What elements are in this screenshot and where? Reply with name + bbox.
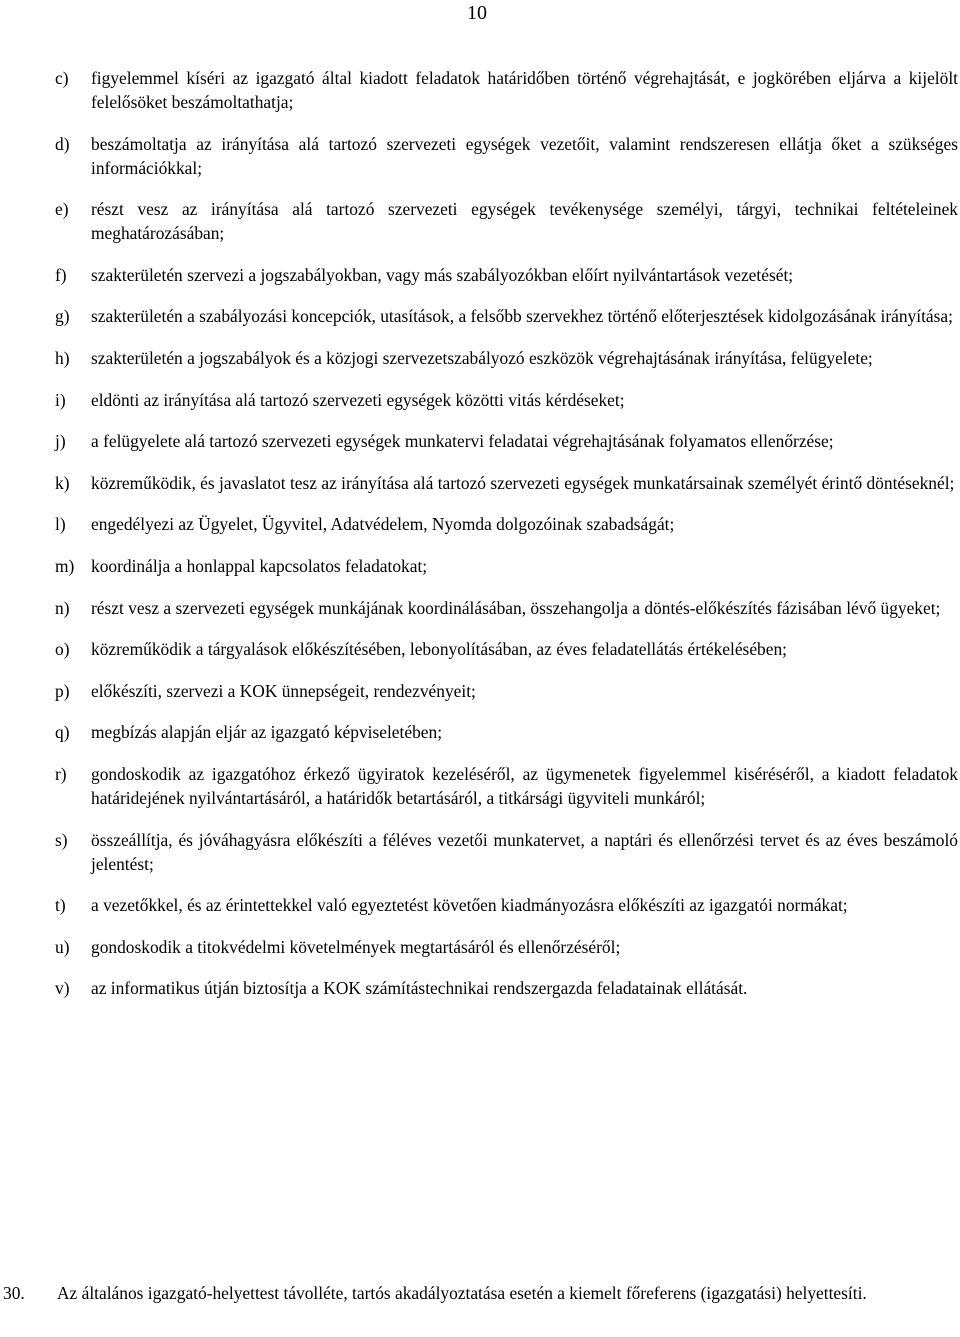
list-marker: g): [55, 306, 70, 327]
section-number: 30.: [3, 1283, 25, 1303]
list-marker: p): [55, 680, 70, 701]
list-item-text: szakterületén a jogszabályok és a közjogi szervezetszabályozó eszközök végrehajtásának irányítása, felügyelete;: [91, 347, 873, 368]
list-item-text: figyelemmel kíséri az igazgató által kiadott feladatok határidőben történő végrehajtását, e jogkörében eljárva a kijelölt felelősöket beszámoltathatja;: [91, 68, 958, 112]
list-item: [55, 762, 958, 810]
list-item-text: megbízás alapján eljár az igazgató képviseletében;: [91, 722, 443, 743]
list-marker: q): [55, 722, 70, 743]
list-item-text: az informatikus útján biztosítja a KOK számítástechnikai rendszergazda feladatainak ellátását.: [91, 978, 748, 999]
list-item: [55, 304, 958, 328]
page-number: 10: [467, 2, 487, 24]
list-marker: o): [55, 639, 70, 660]
list-item: [55, 197, 958, 245]
list-item: [55, 132, 958, 180]
list-item-text: engedélyezi az Ügyelet, Ügyvitel, Adatvédelem, Nyomda dolgozóinak szabadságát;: [91, 514, 675, 535]
list-marker: k): [55, 472, 70, 493]
list-item: [55, 471, 958, 495]
list-marker: r): [55, 763, 67, 784]
list-marker: v): [55, 978, 70, 999]
list-marker: m): [55, 555, 75, 576]
list-item-text: gondoskodik az igazgatóhoz érkező ügyiratok kezeléséről, az ügymenetek figyelemmel kiséréséről, a kiadott feladatok határidejének nyilvántartásáról, a határidők betartásáról, a titkársági ügyviteli munkáról;: [91, 763, 958, 808]
list-marker: s): [55, 829, 68, 850]
list-marker: f): [55, 264, 67, 285]
list-item-text: közreműködik, és javaslatot tesz az irányítása alá tartozó szervezeti egységek munkatársainak személyét érintő döntéseknél;: [91, 472, 955, 493]
list-item: [55, 976, 958, 1000]
list-marker: d): [55, 133, 70, 154]
list-marker: u): [55, 936, 70, 957]
list-marker: h): [55, 347, 70, 368]
list-item: [55, 263, 958, 287]
list-item-text: a felügyelete alá tartozó szervezeti egységek munkatervi feladatai végrehajtásának folyamatos ellenőrzése;: [91, 431, 834, 452]
list-marker: i): [55, 389, 66, 410]
list-item: [55, 828, 958, 876]
list-item: [55, 429, 958, 453]
list-marker: n): [55, 597, 70, 618]
list-item-text: szakterületén a szabályozási koncepciók, utasítások, a felsőbb szervekhez történő előterjesztések kidolgozásának irányítása;: [91, 306, 953, 327]
list-item: [55, 720, 958, 744]
list-item: [55, 596, 958, 620]
list-item-text: a vezetőkkel, és az érintettekkel való egyeztetést követően kiadmányozásra előkészíti az igazgatói normákat;: [91, 895, 848, 916]
list-item: [55, 66, 958, 114]
list-item: [55, 637, 958, 661]
list-item: [55, 935, 958, 959]
list-marker: e): [55, 199, 69, 220]
list-item-text: koordinálja a honlappal kapcsolatos feladatokat;: [91, 555, 428, 576]
duties-list: [55, 66, 958, 1018]
list-item: [55, 554, 958, 578]
list-item: [55, 679, 958, 703]
section-paragraph: [3, 1281, 958, 1305]
list-item: [55, 893, 958, 917]
list-item-text: részt vesz a szervezeti egységek munkájának koordinálásában, összehangolja a döntés-előkészítés fázisában lévő ügyeket;: [91, 597, 941, 618]
list-item-text: közreműködik a tárgyalások előkészítésében, lebonyolításában, az éves feladatellátás értékelésében;: [91, 639, 787, 660]
list-item-text: szakterületén szervezi a jogszabályokban, vagy más szabályozókban előírt nyilvántartások vezetését;: [91, 264, 794, 285]
list-marker: c): [55, 68, 69, 88]
list-item-text: előkészíti, szervezi a KOK ünnepségeit, rendezvényeit;: [91, 680, 476, 701]
list-item: [55, 512, 958, 536]
list-marker: j): [55, 431, 66, 452]
list-item-text: beszámoltatja az irányítása alá tartozó szervezeti egységek vezetőit, valamint rendszeresen ellátja őket a szükséges információkkal;: [91, 133, 958, 178]
list-item-text: gondoskodik a titokvédelmi követelmények megtartásáról és ellenőrzéséről;: [91, 936, 621, 957]
list-marker: t): [55, 895, 66, 916]
section-text: Az általános igazgató-helyettest távolléte, tartós akadályoztatása esetén a kiemelt főreferens (igazgatási) helyettesíti.: [57, 1283, 867, 1303]
list-item-text: összeállítja, és jóváhagyásra előkészíti a féléves vezetői munkatervet, a naptári és ellenőrzési tervet és az éves beszámoló jelentést;: [91, 829, 958, 874]
list-item-text: részt vesz az irányítása alá tartozó szervezeti egységek tevékenysége személyi, tárgyi, technikai feltételeinek meghatározásában;: [91, 199, 958, 244]
list-item-text: eldönti az irányítása alá tartozó szervezeti egységek közötti vitás kérdéseket;: [91, 389, 625, 410]
list-marker: l): [55, 514, 66, 535]
list-item: [55, 388, 958, 412]
list-item: [55, 346, 958, 370]
